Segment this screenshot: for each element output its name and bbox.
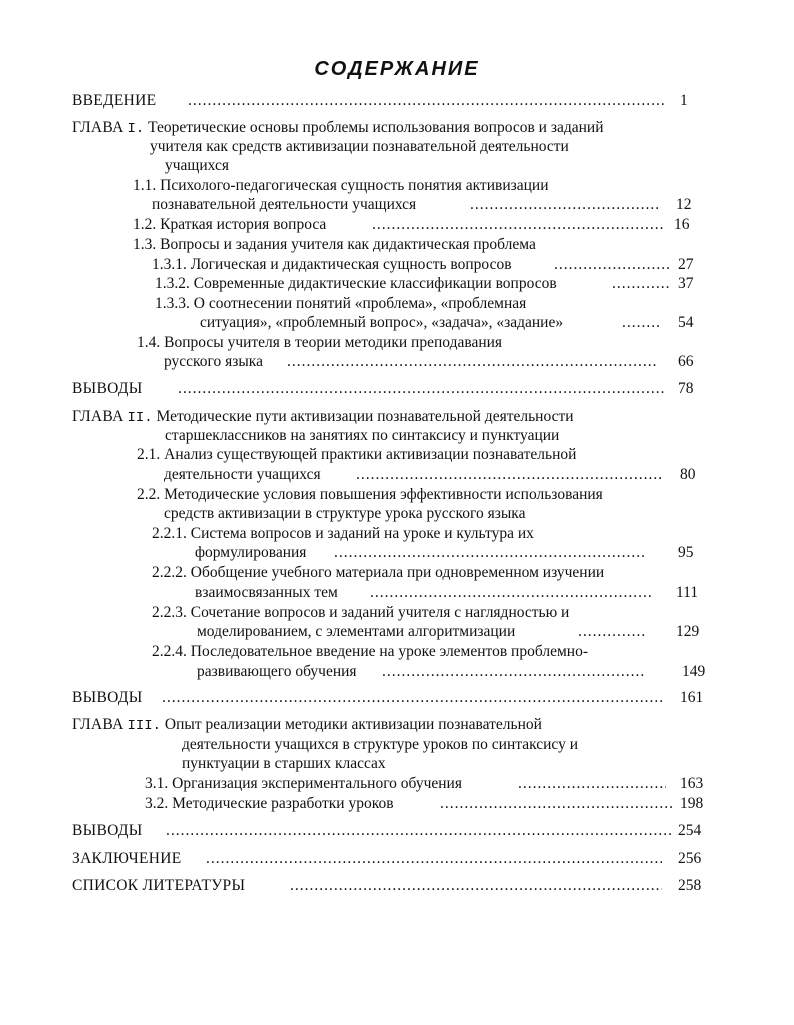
entry-label: средств активизации в структуре урока русского языка [164, 505, 526, 522]
leader-dots [162, 689, 664, 707]
leader-dots [290, 877, 662, 895]
page-number: 129 [676, 623, 700, 640]
entry-label: СПИСОК ЛИТЕРАТУРЫ [72, 877, 246, 894]
page-number: 198 [680, 795, 704, 812]
leader-dots [287, 353, 657, 371]
leader-dots [578, 623, 646, 641]
entry-label: 2.1. Анализ существующей практики активизации познавательной [137, 446, 577, 463]
chapter-title-line: старшеклассников на занятиях по синтаксису и пунктуации [165, 427, 560, 444]
leader-dots [554, 256, 672, 274]
page-number: 1 [680, 92, 688, 109]
entry-label: взаимосвязанных тем [195, 584, 338, 601]
chapter-prefix: ГЛАВА [72, 408, 124, 425]
chapter-heading [72, 408, 574, 427]
chapter-number: I. [127, 121, 145, 137]
page-number: 95 [678, 544, 694, 561]
entry-label: 1.3.2. Современные дидактические классификации вопросов [155, 275, 557, 292]
leader-dots [470, 196, 658, 214]
chapter-title-line: Теоретические основы проблемы использования вопросов и заданий [148, 119, 604, 136]
chapter-title-line: пунктуации в старших классах [182, 755, 386, 772]
entry-label: ВЫВОДЫ [72, 822, 143, 839]
chapter-title-line: деятельности учащихся в структуре уроков по синтаксису и [182, 736, 579, 753]
leader-dots [518, 775, 666, 793]
page-number: 37 [678, 275, 694, 292]
leader-dots [356, 466, 662, 484]
leader-dots [166, 822, 672, 840]
page-number: 27 [678, 256, 694, 273]
page-number: 149 [682, 663, 706, 680]
entry-label: 1.4. Вопросы учителя в теории методики преподавания [137, 334, 503, 351]
entry-label: познавательной деятельности учащихся [152, 196, 417, 213]
chapter-prefix: ГЛАВА [72, 119, 124, 136]
leader-dots [382, 663, 644, 681]
page-number: 80 [680, 466, 696, 483]
leader-dots [370, 584, 652, 602]
entry-label: русского языка [164, 353, 263, 370]
leader-dots [440, 795, 672, 813]
entry-label: 1.3.1. Логическая и дидактическая сущность вопросов [152, 256, 512, 273]
page-number: 254 [678, 822, 702, 839]
leader-dots [178, 380, 664, 398]
chapter-title-line: учащихся [165, 157, 229, 174]
page-number: 16 [674, 216, 690, 233]
chapter-title-line: учителя как средств активизации познавательной деятельности [150, 138, 569, 155]
entry-label: 2.2.1. Система вопросов и заданий на уроке и культура их [152, 525, 534, 542]
entry-label: формулирования [195, 544, 307, 561]
page-number: 12 [676, 196, 692, 213]
entry-label: 1.3. Вопросы и задания учителя как дидактическая проблема [133, 236, 536, 253]
chapter-number: III. [127, 718, 162, 734]
entry-label: ВЫВОДЫ [72, 380, 143, 397]
leader-dots [622, 314, 660, 332]
entry-label: ВЫВОДЫ [72, 689, 143, 706]
page-number: 111 [676, 584, 699, 601]
page-number: 66 [678, 353, 694, 370]
entry-label: 1.3.3. О соотнесении понятий «проблема», «проблемная [155, 295, 527, 312]
entry-label: ВВЕДЕНИЕ [72, 92, 157, 109]
chapter-number: II. [127, 410, 153, 426]
leader-dots [372, 216, 664, 234]
page-number: 256 [678, 850, 702, 867]
chapter-title-line: Опыт реализации методики активизации познавательной [164, 716, 542, 733]
page-number: 163 [680, 775, 704, 792]
entry-label: ЗАКЛЮЧЕНИЕ [72, 850, 182, 867]
chapter-heading [72, 119, 604, 138]
leader-dots [188, 92, 666, 110]
leader-dots [334, 544, 644, 562]
page-number: 161 [680, 689, 704, 706]
entry-label: 2.2.4. Последовательное введение на уроке элементов проблемно- [152, 643, 588, 660]
page-title: СОДЕРЖАНИЕ [314, 58, 480, 80]
leader-dots [206, 850, 662, 868]
page-number: 78 [678, 380, 694, 397]
entry-label: 2.2.2. Обобщение учебного материала при одновременном изучении [152, 564, 605, 581]
leader-dots [612, 275, 670, 293]
entry-label: моделированием, с элементами алгоритмизации [197, 623, 516, 640]
page-number: 258 [678, 877, 702, 894]
entry-label: 2.2.3. Сочетание вопросов и заданий учителя с наглядностью и [152, 604, 570, 621]
page-number: 54 [678, 314, 694, 331]
entry-label: 1.2. Краткая история вопроса [133, 216, 327, 233]
entry-label: 3.2. Методические разработки уроков [145, 795, 394, 812]
chapter-heading [72, 716, 542, 735]
entry-label: 1.1. Психолого-педагогическая сущность понятия активизации [133, 177, 549, 194]
chapter-prefix: ГЛАВА [72, 716, 124, 733]
entry-label: развивающего обучения [197, 663, 357, 680]
entry-label: 3.1. Организация экспериментального обучения [145, 775, 462, 792]
entry-label: 2.2. Методические условия повышения эффективности использования [137, 486, 603, 503]
entry-label: ситуация», «проблемный вопрос», «задача», «задание» [200, 314, 564, 331]
chapter-title-line: Методические пути активизации познавательной деятельности [156, 408, 574, 425]
entry-label: деятельности учащихся [164, 466, 321, 483]
